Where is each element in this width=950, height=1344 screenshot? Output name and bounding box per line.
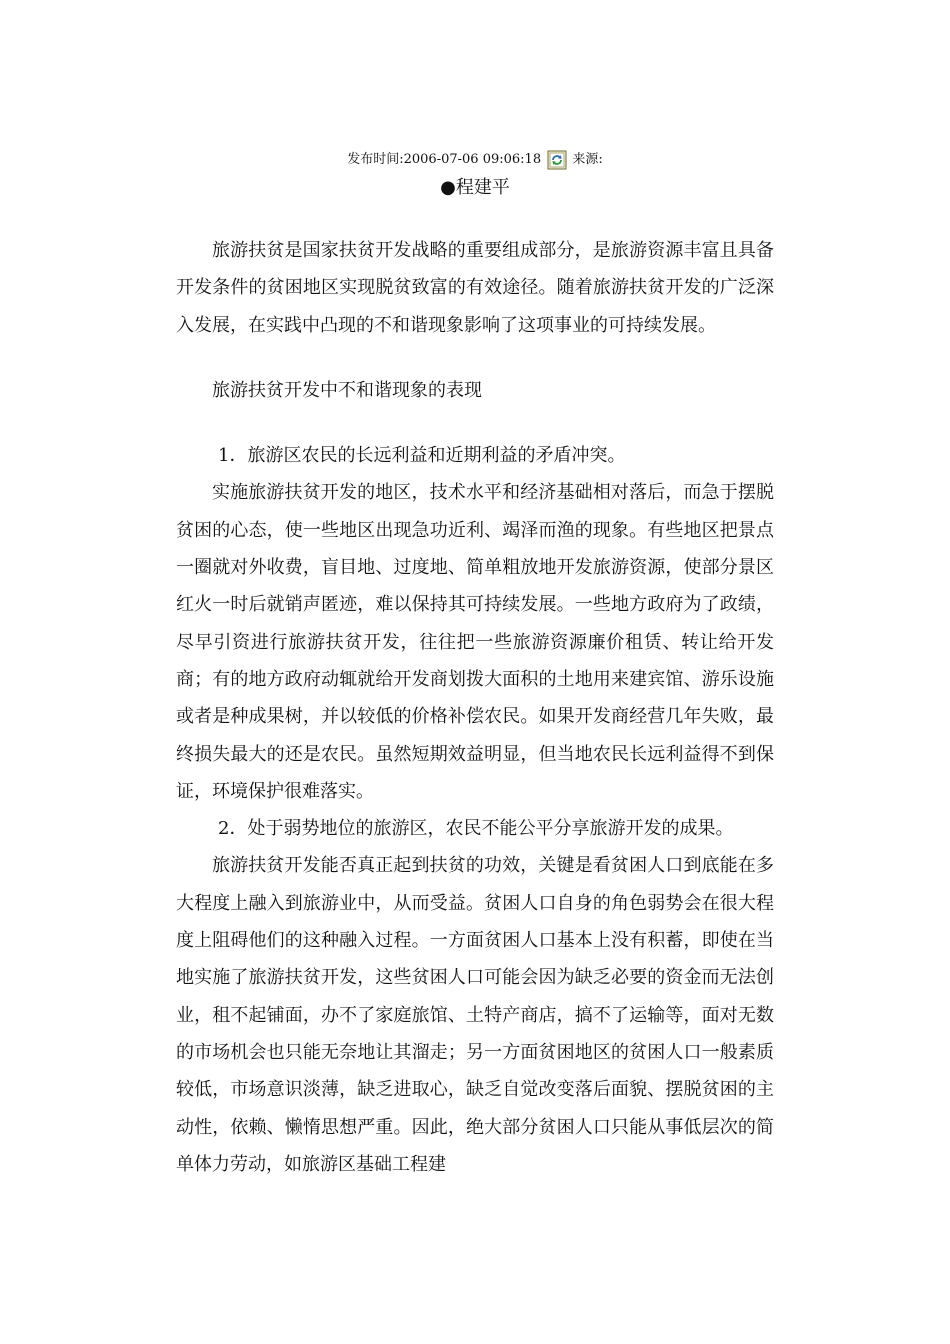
intro-paragraph: 旅游扶贫是国家扶贫开发战略的重要组成部分，是旅游资源丰富且具备开发条件的贫困地区实现脱贫致富的有效途径。随着旅游扶贫开发的广泛深入发展，在实践中凸现的不和谐现象影响了这项事业的可持续发展。 — [176, 240, 774, 336]
section-heading: 旅游扶贫开发中不和谐现象的表现 — [212, 379, 482, 401]
point-2-heading: 2．处于弱势地位的旅游区，农民不能公平分享旅游开发的成果。 — [218, 818, 734, 840]
point-2-paragraph: 旅游扶贫开发能否真正起到扶贫的功效，关键是看贫困人口到底能在多大程度上融入到旅游业中，从而受益。贫困人口自身的角色弱势会在很大程度上阻碍他们的这种融入过程。一方面贫困人口基本上没有积蓄，即使在当地实施了旅游扶贫开发，这些贫困人口可能会因为缺乏必要的资金而无法创业，租不起铺面，办不了家庭旅馆、土特产商店，搞不了运输等，面对无数的市场机会也只能无奈地让其溜走；另一方面贫困地区的贫困人口一般素质较低，市场意识淡薄，缺乏进取心，缺乏自觉改变落后面貌、摆脱贫困的主动性，依赖、懒惰思想严重。因此，绝大部分贫困人口只能从事低层次的简单体力劳动，如旅游区基础工程建 — [176, 855, 774, 1175]
spacer — [176, 409, 774, 437]
refresh-document-icon — [547, 150, 567, 170]
article-body — [176, 232, 774, 1183]
point-1-heading: 1．旅游区农民的长远利益和近期利益的矛盾冲突。 — [218, 445, 626, 467]
point-1-paragraph: 实施旅游扶贫开发的地区，技术水平和经济基础相对落后，而急于摆脱贫困的心态，使一些地区出现急功近利、竭泽而渔的现象。有些地区把景点一圈就对外收费，盲目地、过度地、简单粗放地开发旅游资源，使部分景区红火一时后就销声匿迹，难以保持其可持续发展。一些地方政府为了政绩，尽早引资进行旅游扶贫开发，往往把一些旅游资源廉价租赁、转让给开发商；有的地方政府动辄就给开发商划拨大面积的土地用来建宾馆、游乐设施或者是种成果树，并以较低的价格补偿农民。如果开发商经营几年失败，最终损失最大的还是农民。虽然短期效益明显，但当地农民长远利益得不到保证，环境保护很难落实。 — [176, 482, 774, 802]
spacer — [176, 344, 774, 372]
author-name: ●程建平 — [440, 177, 510, 198]
publish-meta-line — [0, 150, 950, 171]
publish-time: 发布时间:2006-07-06 09:06:18 — [347, 152, 542, 167]
source-label: 来源: — [572, 152, 603, 167]
